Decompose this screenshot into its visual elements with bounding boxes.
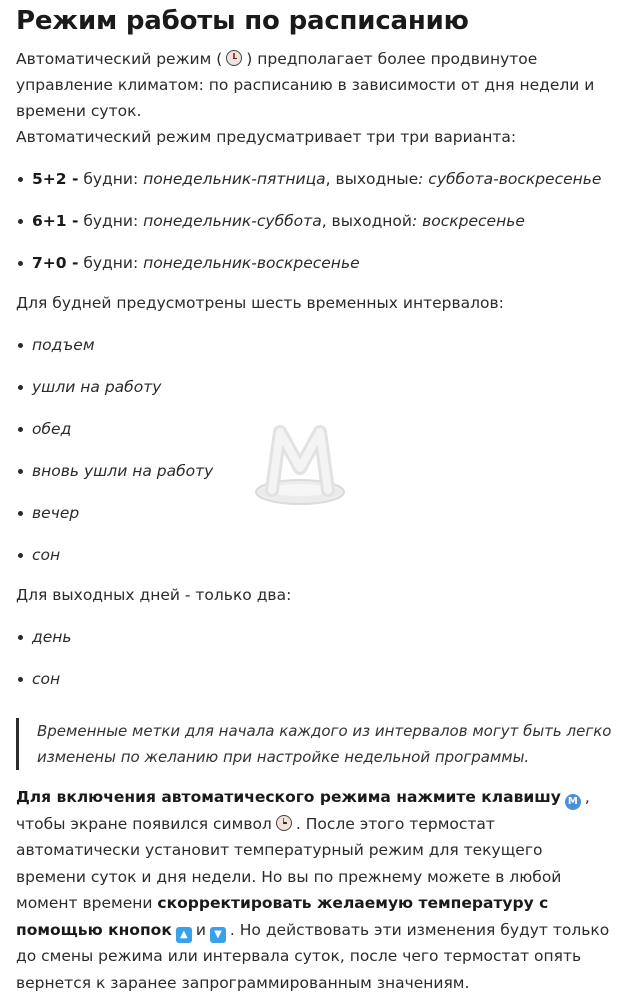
weekday-label: будни: [78, 212, 144, 230]
list-item: вновь ушли на работу [16, 458, 616, 484]
weekday-days: понедельник-воскресенье [143, 254, 360, 272]
and-text: и [195, 920, 206, 939]
intro-paragraph-2: Автоматический режим предусматривает три три варианта: [16, 128, 517, 146]
final-text-1: , чтобы экране появился символ [16, 788, 590, 833]
clock-icon [276, 815, 292, 831]
list-item: вечер [16, 500, 616, 526]
variants-list [16, 166, 616, 276]
list-item-variant-7-0 [16, 250, 616, 276]
final-bold-2: скорректировать желаемую температуру с помощью кнопок [16, 894, 549, 939]
intro-paragraph-1 [16, 46, 616, 124]
weekend-intervals-list [16, 624, 616, 692]
weekday-days: понедельник-суббота [143, 212, 322, 230]
list-item: сон [16, 542, 616, 568]
list-item: ушли на работу [16, 374, 616, 400]
clock-icon [226, 50, 242, 66]
variant-code: 7+0 - [32, 254, 79, 272]
weekday-intervals-list [16, 332, 616, 568]
note-blockquote: Временные метки для начала каждого из интервалов могут быть легко изменены по желанию при настройке недельной программы. [16, 718, 616, 770]
final-bold-1: Для включения автоматического режима нажмите клавишу [16, 788, 561, 806]
intro-text-pre: Автоматический режим ( [16, 50, 223, 68]
variant-code: 5+2 - [32, 170, 79, 188]
weekday-label: будни: [78, 170, 144, 188]
weekend-colon: : [412, 212, 423, 230]
variant-code: 6+1 - [32, 212, 79, 230]
list-item: день [16, 624, 616, 650]
weekend-colon: : [418, 170, 429, 188]
weekday-intro: Для будней предусмотрены шесть временных интервалов: [16, 294, 504, 312]
weekday-days: понедельник-пятница [143, 170, 326, 188]
intro-text-post: ) предполагает более продвинутое управление климатом: по расписанию в зависимости от дня недели и времени суток. [16, 50, 595, 120]
arrow-up-button-icon: ▲ [176, 927, 192, 943]
list-item: подъем [16, 332, 616, 358]
weekend-days: воскресенье [422, 212, 525, 230]
list-item: обед [16, 416, 616, 442]
list-item-variant-6-1 [16, 208, 616, 234]
weekend-label: , выходные [325, 170, 419, 188]
arrow-down-button-icon: ▼ [210, 927, 226, 943]
final-text-2: . После этого термостат автоматически установит температурный режим для текущего времени суток и дня недели. Но вы по прежнему можете в любой момент времени [16, 814, 562, 912]
weekend-days: суббота-воскресенье [428, 170, 602, 188]
list-item-variant-5-2 [16, 166, 616, 192]
mode-m-icon: M [565, 794, 581, 810]
final-paragraph [16, 784, 616, 996]
page-title: Режим работы по расписанию [16, 6, 469, 36]
weekend-label: , выходной [321, 212, 412, 230]
weekday-label: будни: [78, 254, 144, 272]
weekend-intro: Для выходных дней - только два: [16, 586, 292, 604]
article [16, 0, 616, 996]
list-item: сон [16, 666, 616, 692]
final-text-3: . Но действовать эти изменения будут только до смены режима или интервала суток, после чего термостат опять вернется к заранее запрограммированным значениям. [16, 920, 610, 992]
